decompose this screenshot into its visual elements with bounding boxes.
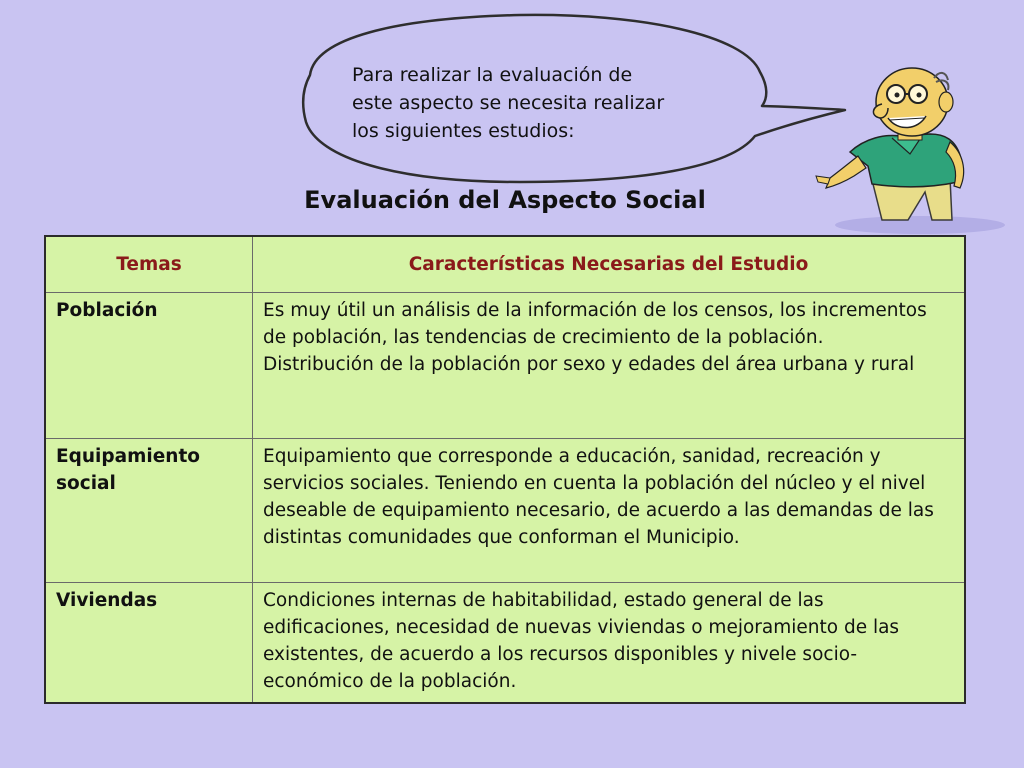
studies-table — [44, 235, 966, 704]
table-row — [45, 293, 965, 439]
descripcion-cell: Es muy útil un análisis de la información de los censos, los incrementos de población, las tendencias de crecimiento de la población. Distribución de la población por sexo y edades del área urbana y rural — [253, 293, 966, 439]
descripcion-cell: Condiciones internas de habitabilidad, estado general de las edificaciones, necesidad de nuevas viviendas o mejoramiento de las existentes, de acuerdo a los recursos disponibles y nivele socio-económico de la población. — [253, 583, 966, 704]
slide-title: Evaluación del Aspecto Social — [304, 186, 706, 214]
table-header-row — [45, 236, 965, 293]
column-header-temas: Temas — [45, 236, 253, 293]
tema-cell: Equipamiento social — [45, 439, 253, 583]
cartoon-man-pointing-icon — [810, 60, 1010, 240]
table-row — [45, 583, 965, 704]
table-row — [45, 439, 965, 583]
speech-bubble-message: Para realizar la evaluación de este aspecto se necesita realizar los siguientes estudios: — [352, 64, 665, 142]
speech-bubble-text — [352, 61, 732, 145]
tema-cell: Población — [45, 293, 253, 439]
tema-cell: Viviendas — [45, 583, 253, 704]
column-header-caracteristicas: Características Necesarias del Estudio — [253, 236, 966, 293]
descripcion-cell: Equipamiento que corresponde a educación, sanidad, recreación y servicios sociales. Teniendo en cuenta la población del núcleo y el nivel deseable de equipamiento necesario, de acuerdo a las demandas de las distintas comunidades que conforman el Municipio. — [253, 439, 966, 583]
